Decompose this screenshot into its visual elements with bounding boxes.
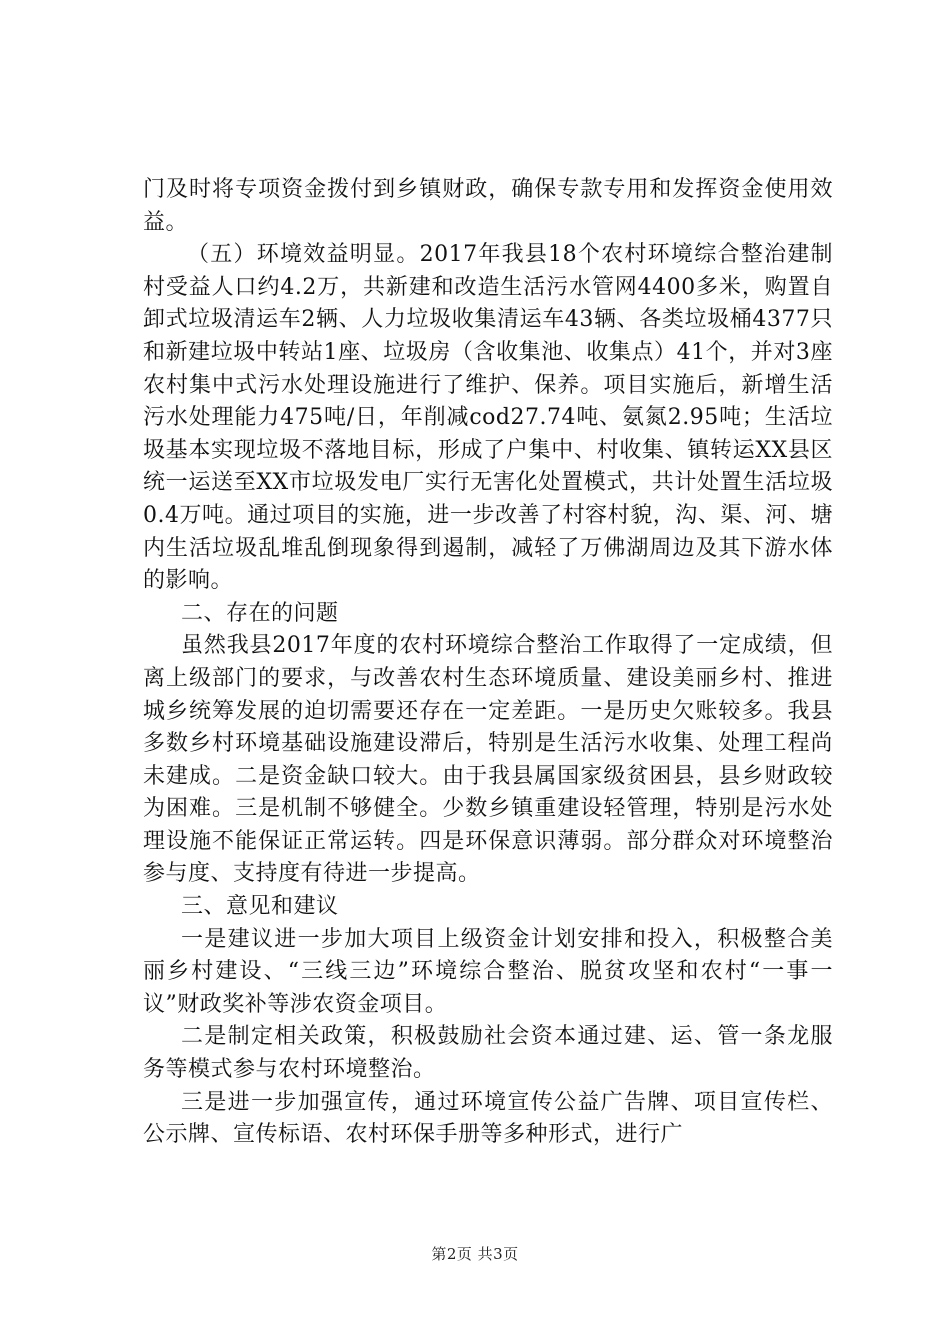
document-body bbox=[143, 174, 833, 1152]
paragraph-suggestion-3: 三是进一步加强宣传，通过环境宣传公益广告牌、项目宣传栏、公示牌、宣传标语、农村环保手册等多种形式，进行广 bbox=[143, 1089, 833, 1148]
paragraph-environmental-benefits: （五）环境效益明显。2017年我县18个农村环境综合整治建制村受益人口约4.2万，共新建和改造生活污水管网4400多米，购置自卸式垃圾清运车2辆、人力垃圾收集清运车43辆、各类垃圾桶4377只和新建垃圾中转站1座、垃圾房（含收集池、收集点）41个，并对3座农村集中式污水处理设施进行了维护、保养。项目实施后，新增生活污水处理能力475吨/日，年削减cod27.74吨、氨氮2.95吨；生活垃圾基本实现垃圾不落地目标，形成了户集中、村收集、镇转运XX县区统一运送至XX市垃圾发电厂实行无害化处置模式，共计处置生活垃圾0.4万吨。通过项目的实施，进一步改善了村容村貌，沟、渠、河、塘内生活垃圾乱堆乱倒现象得到遏制，减轻了万佛湖周边及其下游水体的影响。 bbox=[143, 242, 833, 594]
paragraph-problems: 虽然我县2017年度的农村环境综合整治工作取得了一定成绩，但离上级部门的要求，与改善农村生态环境质量、建设美丽乡村、推进城乡统筹发展的迫切需要还存在一定差距。一是历史欠账较多。我县多数乡村环境基础设施建设滞后，特别是生活污水收集、处理工程尚未建成。二是资金缺口较大。由于我县属国家级贫困县，县乡财政较为困难。三是机制不够健全。少数乡镇重建设轻管理，特别是污水处理设施不能保证正常运转。四是环保意识薄弱。部分群众对环境整治参与度、支持度有待进一步提高。 bbox=[143, 633, 833, 887]
section-heading-suggestions: 三、意见和建议 bbox=[181, 894, 339, 920]
paragraph-suggestion-1: 一是建议进一步加大项目上级资金计划安排和投入，积极整合美丽乡村建设、“三线三边”环境综合整治、脱贫攻坚和农村“一事一议”财政奖补等涉农资金项目。 bbox=[143, 926, 833, 1017]
paragraph-suggestion-2: 二是制定相关政策，积极鼓励社会资本通过建、运、管一条龙服务等模式参与农村环境整治。 bbox=[143, 1024, 833, 1083]
section-heading-problems: 二、存在的问题 bbox=[181, 600, 339, 626]
paragraph-continuation: 门及时将专项资金拨付到乡镇财政，确保专款专用和发挥资金使用效益。 bbox=[143, 177, 833, 235]
page-number-footer: 第2页 共3页 bbox=[431, 1245, 519, 1263]
